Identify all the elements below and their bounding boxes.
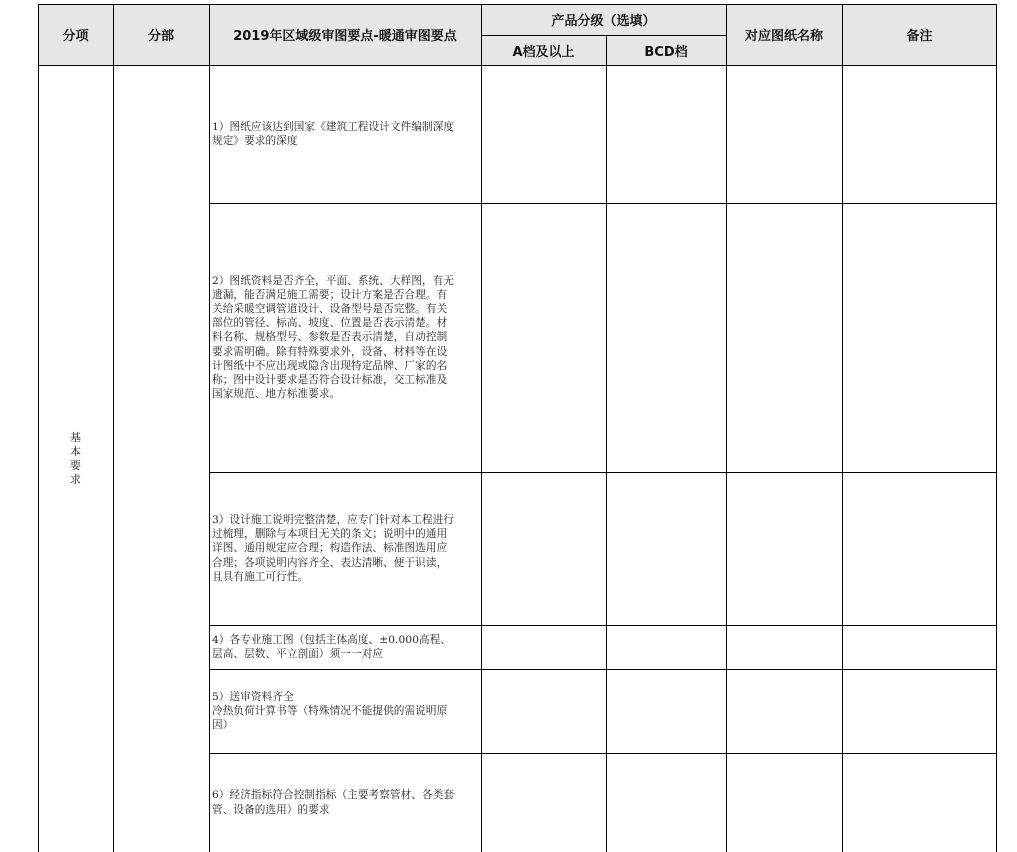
grid-line	[842, 4, 843, 852]
header-review-points: 2019年区域级审图要点-暖通审图要点	[209, 4, 481, 65]
header-fenbu: 分部	[113, 4, 209, 65]
row-1-grade-bcd-cell[interactable]	[606, 65, 726, 203]
grid-line	[209, 4, 210, 852]
row-3-remark-cell[interactable]	[842, 472, 997, 625]
grid-line	[38, 4, 997, 5]
header-grade-bcd: BCD档	[606, 35, 726, 65]
grid-line	[209, 625, 997, 626]
row-2-grade-a-cell[interactable]	[481, 203, 606, 472]
requirement-row-1: 1）图纸应该达到国家《建筑工程设计文件编制深度 规定》要求的深度	[212, 120, 455, 147]
grid-line	[726, 4, 727, 852]
row-1-remark-cell[interactable]	[842, 65, 997, 203]
grid-line	[38, 65, 997, 66]
grid-line	[481, 35, 726, 36]
section-fenbu-cell	[113, 65, 209, 852]
row-2-drawing-name-cell[interactable]	[726, 203, 842, 472]
grid-line	[38, 4, 39, 852]
grid-line	[996, 4, 997, 852]
requirement-row-5: 5）送审资料齐全 冷热负荷计算书等（特殊情况不能提供的需说明原 因）	[212, 690, 448, 732]
header-product-grade: 产品分级（选填）	[481, 4, 726, 35]
requirement-row-2: 2）图纸资料是否齐全，平面、系统、大样图，有无 遗漏，能否满足施工需要；设计方案是否合理。有 关给采暖空调管道设计、设备型号是否完整。有关 部位的管径、标高、坡度、位置是否表示清楚。材 料名称、规格型号、参数是否表示清楚，自动控制 要求需明确。除有特殊要求外，设备、材料等在设 计图纸中不应出现或隐含出现特定品牌、厂家的名 称；图中设计要求是否符合设计标准，交工标准及 国家规范、地方标准要求。	[212, 274, 455, 401]
row-3-grade-bcd-cell[interactable]	[606, 472, 726, 625]
row-6-remark-cell[interactable]	[842, 753, 997, 852]
row-6-drawing-name-cell[interactable]	[726, 753, 842, 852]
review-table	[38, 4, 997, 852]
row-5-grade-a-cell[interactable]	[481, 669, 606, 753]
row-1-drawing-name-cell[interactable]	[726, 65, 842, 203]
row-5-drawing-name-cell[interactable]	[726, 669, 842, 753]
section-fenxiang-label: 基本要求	[70, 430, 81, 486]
section-fenxiang-cell	[38, 65, 113, 852]
row-3-drawing-name-cell[interactable]	[726, 472, 842, 625]
row-4-grade-a-cell[interactable]	[481, 625, 606, 669]
grid-line	[209, 753, 997, 754]
grid-line	[606, 35, 607, 852]
grid-line	[209, 472, 997, 473]
grid-line	[209, 203, 997, 204]
row-5-grade-bcd-cell[interactable]	[606, 669, 726, 753]
grid-line	[481, 4, 482, 852]
requirement-row-6: 6）经济指标符合控制指标（主要考察管材、各类套 管、设备的选用）的要求	[212, 789, 455, 816]
grid-line	[113, 4, 114, 852]
row-6-grade-a-cell[interactable]	[481, 753, 606, 852]
row-2-grade-bcd-cell[interactable]	[606, 203, 726, 472]
requirement-row-4: 4）各专业施工图（包括主体高度、±0.000高程、 层高、层数、平立剖面）须一一对应	[212, 633, 452, 660]
row-5-remark-cell[interactable]	[842, 669, 997, 753]
row-3-grade-a-cell[interactable]	[481, 472, 606, 625]
row-6-grade-bcd-cell[interactable]	[606, 753, 726, 852]
row-4-drawing-name-cell[interactable]	[726, 625, 842, 669]
header-fenxiang: 分项	[38, 4, 113, 65]
row-4-grade-bcd-cell[interactable]	[606, 625, 726, 669]
row-4-remark-cell[interactable]	[842, 625, 997, 669]
row-2-remark-cell[interactable]	[842, 203, 997, 472]
header-remark: 备注	[842, 4, 997, 65]
grid-line	[209, 669, 997, 670]
header-grade-a: A档及以上	[481, 35, 606, 65]
requirement-row-3: 3）设计施工说明完整清楚，应专门针对本工程进行 过梳理，删除与本项目无关的条文；说明中的通用 详图、通用规定应合理；构造作法、标准图选用应 合理；各项说明内容齐全、表达清晰、便于识读， 且具有施工可行性。	[212, 513, 455, 583]
row-1-grade-a-cell[interactable]	[481, 65, 606, 203]
header-drawing-name: 对应图纸名称	[726, 4, 842, 65]
